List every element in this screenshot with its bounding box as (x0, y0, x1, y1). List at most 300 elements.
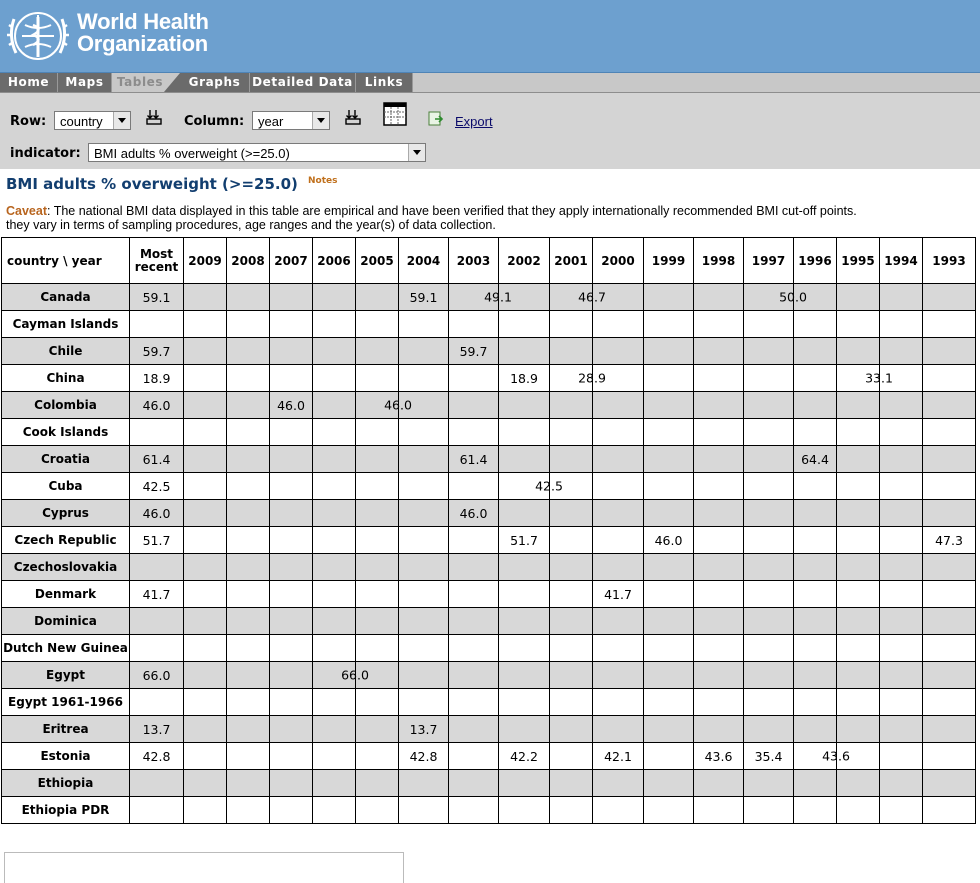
table-row (2, 311, 976, 338)
value-cell (923, 419, 976, 446)
value-label: 28.9 (578, 370, 606, 386)
year-header-1996[interactable]: 1996 (794, 238, 837, 284)
value-cell (399, 500, 449, 527)
value-cell (227, 554, 270, 581)
value-cell (880, 419, 923, 446)
country-cell[interactable]: Cook Islands (2, 419, 130, 446)
country-cell[interactable]: Egypt (2, 662, 130, 689)
value-cell (744, 365, 794, 392)
row-sort-icon[interactable] (145, 108, 163, 126)
value-cell (550, 311, 593, 338)
value-cell (837, 635, 880, 662)
value-cell (227, 473, 270, 500)
value-cell (270, 500, 313, 527)
value-cell (880, 635, 923, 662)
value-cell (399, 554, 449, 581)
table-row (2, 770, 976, 797)
value-cell: 13.7 (399, 716, 449, 743)
value-cell (449, 554, 499, 581)
row-label: Row: (10, 114, 47, 129)
value-cell (356, 716, 399, 743)
year-header-2000[interactable]: 2000 (593, 238, 644, 284)
country-cell[interactable]: Denmark (2, 581, 130, 608)
value-cell (837, 581, 880, 608)
footer-panel (4, 852, 404, 883)
value-label: 50.0 (779, 289, 807, 305)
country-cell[interactable]: Cyprus (2, 500, 130, 527)
row-select-value: country (60, 114, 103, 129)
table-row (2, 392, 976, 419)
value-cell (744, 419, 794, 446)
value-cell (794, 662, 837, 689)
value-cell (499, 689, 550, 716)
value-cell (184, 284, 227, 311)
caveat-line-1 (6, 204, 980, 218)
value-cell (923, 284, 976, 311)
value-cell (593, 554, 644, 581)
value-cell (694, 446, 744, 473)
value-cell (356, 365, 399, 392)
controls-panel (0, 93, 980, 169)
value-cell (880, 392, 923, 419)
most-recent-cell: 42.8 (130, 743, 184, 770)
country-cell[interactable]: Estonia (2, 743, 130, 770)
value-cell (837, 608, 880, 635)
most-recent-cell (130, 608, 184, 635)
value-label: 49.1 (484, 289, 512, 305)
value-cell (880, 311, 923, 338)
value-cell (499, 500, 550, 527)
indicator-select[interactable] (88, 143, 426, 162)
value-cell (923, 797, 976, 824)
value-cell (694, 689, 744, 716)
value-cell (794, 527, 837, 554)
value-cell (184, 581, 227, 608)
value-cell (694, 770, 744, 797)
value-cell (227, 608, 270, 635)
most-recent-cell: 46.0 (130, 392, 184, 419)
value-cell (449, 662, 499, 689)
value-cell (794, 554, 837, 581)
tab-home[interactable]: Home (0, 73, 58, 92)
year-header-2005[interactable]: 2005 (356, 238, 399, 284)
value-cell (499, 716, 550, 743)
year-header-2003[interactable]: 2003 (449, 238, 499, 284)
value-cell (449, 635, 499, 662)
value-cell (227, 365, 270, 392)
value-cell (923, 581, 976, 608)
value-cell (270, 446, 313, 473)
value-cell (356, 311, 399, 338)
tab-maps[interactable]: Maps (58, 73, 112, 92)
value-cell (313, 635, 356, 662)
value-cell (837, 689, 880, 716)
value-cell (880, 500, 923, 527)
value-cell (399, 770, 449, 797)
value-cell (694, 311, 744, 338)
table-row (2, 689, 976, 716)
value-cell (449, 284, 512, 311)
value-cell (399, 419, 449, 446)
caveat-label: Caveat (6, 204, 47, 218)
row-select[interactable] (54, 111, 131, 130)
value-cell (837, 311, 880, 338)
value-cell (837, 392, 880, 419)
value-cell (880, 797, 923, 824)
table-layout-icon[interactable] (383, 102, 407, 126)
value-cell (880, 716, 923, 743)
value-cell (184, 608, 227, 635)
value-cell (270, 662, 313, 689)
value-cell (184, 662, 227, 689)
value-cell: 61.4 (449, 446, 499, 473)
value-cell (837, 716, 880, 743)
value-cell (227, 392, 270, 419)
value-cell (184, 311, 227, 338)
value-cell (270, 311, 313, 338)
value-cell (499, 419, 550, 446)
most-recent-line-1: Most (139, 246, 174, 261)
value-cell (744, 716, 794, 743)
who-emblem-icon (6, 5, 70, 67)
value-cell (794, 743, 850, 770)
value-cell (227, 689, 270, 716)
country-cell[interactable]: Ethiopia (2, 770, 130, 797)
value-cell (744, 338, 794, 365)
value-cell (270, 743, 313, 770)
most-recent-cell (130, 554, 184, 581)
value-cell (399, 527, 449, 554)
value-cell (880, 662, 923, 689)
value-cell (837, 446, 880, 473)
country-cell[interactable]: Eritrea (2, 716, 130, 743)
year-header-2008[interactable]: 2008 (227, 238, 270, 284)
value-cell (499, 608, 550, 635)
value-cell (744, 689, 794, 716)
chevron-down-icon (312, 112, 329, 129)
value-cell (227, 500, 270, 527)
value-cell (744, 662, 794, 689)
value-cell (593, 419, 644, 446)
value-cell (837, 284, 880, 311)
value-cell (356, 581, 399, 608)
value-cell (499, 473, 563, 500)
value-cell (694, 797, 744, 824)
value-cell (184, 446, 227, 473)
value-cell (794, 608, 837, 635)
value-cell (744, 311, 794, 338)
value-cell (227, 716, 270, 743)
table-row (2, 419, 976, 446)
value-cell (399, 635, 449, 662)
value-cell (644, 365, 694, 392)
value-cell (644, 770, 694, 797)
value-cell (837, 797, 880, 824)
value-cell (593, 797, 644, 824)
country-cell[interactable]: Czech Republic (2, 527, 130, 554)
value-label: 46.7 (578, 289, 606, 305)
value-cell (550, 419, 593, 446)
country-cell[interactable]: Cuba (2, 473, 130, 500)
export-link[interactable]: Export (455, 114, 493, 129)
table-row (2, 446, 976, 473)
value-cell (227, 338, 270, 365)
value-cell (923, 338, 976, 365)
value-cell (449, 311, 499, 338)
value-cell (593, 446, 644, 473)
year-header-1997[interactable]: 1997 (744, 238, 794, 284)
value-cell (644, 662, 694, 689)
value-cell (923, 608, 976, 635)
value-cell (744, 500, 794, 527)
value-cell: 41.7 (593, 581, 644, 608)
value-cell (644, 797, 694, 824)
tab-links[interactable]: Links (356, 73, 413, 92)
value-cell (313, 554, 356, 581)
value-cell (644, 635, 694, 662)
value-cell (923, 716, 976, 743)
value-cell (270, 608, 313, 635)
value-cell (794, 797, 837, 824)
value-cell (923, 743, 976, 770)
value-cell (744, 392, 794, 419)
country-cell[interactable]: China (2, 365, 130, 392)
data-table (1, 237, 976, 824)
value-cell (744, 554, 794, 581)
value-cell (694, 284, 744, 311)
value-cell (923, 500, 976, 527)
indicator-label: indicator: (10, 146, 81, 161)
value-cell (550, 716, 593, 743)
country-cell[interactable]: Czechoslovakia (2, 554, 130, 581)
value-cell (550, 527, 593, 554)
value-cell (356, 554, 399, 581)
year-header-2009[interactable]: 2009 (184, 238, 227, 284)
value-cell (227, 662, 270, 689)
value-cell (550, 770, 593, 797)
value-cell (449, 419, 499, 446)
value-cell (270, 338, 313, 365)
value-cell (593, 392, 644, 419)
value-cell (593, 635, 644, 662)
value-cell (313, 608, 356, 635)
value-cell (356, 392, 412, 419)
value-cell (794, 770, 837, 797)
value-cell (744, 446, 794, 473)
value-cell: 51.7 (499, 527, 550, 554)
value-cell (227, 635, 270, 662)
value-cell (356, 635, 399, 662)
value-cell (227, 743, 270, 770)
value-cell (644, 743, 694, 770)
country-cell[interactable]: Canada (2, 284, 130, 311)
value-cell (313, 446, 356, 473)
value-cell: 46.0 (449, 500, 499, 527)
value-cell: 59.7 (449, 338, 499, 365)
value-cell (923, 473, 976, 500)
value-cell (550, 284, 606, 311)
year-header-1995[interactable]: 1995 (837, 238, 880, 284)
value-cell (794, 311, 837, 338)
value-cell (550, 338, 593, 365)
value-cell (499, 797, 550, 824)
value-cell (184, 716, 227, 743)
table-row (2, 662, 976, 689)
value-cell (227, 581, 270, 608)
value-cell: 43.6 (694, 743, 744, 770)
value-cell (313, 419, 356, 446)
value-cell (184, 338, 227, 365)
value-cell: 46.0 (270, 392, 313, 419)
most-recent-cell: 41.7 (130, 581, 184, 608)
value-cell (356, 338, 399, 365)
year-header-1994[interactable]: 1994 (880, 238, 923, 284)
chevron-down-icon (113, 112, 130, 129)
table-row (2, 797, 976, 824)
year-header-1993[interactable]: 1993 (923, 238, 976, 284)
value-cell (593, 608, 644, 635)
value-cell (794, 635, 837, 662)
value-cell (270, 716, 313, 743)
value-cell (227, 797, 270, 824)
value-label: 42.5 (535, 478, 563, 494)
value-cell (399, 473, 449, 500)
value-cell: 42.1 (593, 743, 644, 770)
value-cell (694, 338, 744, 365)
country-cell[interactable]: Egypt 1961-1966 (2, 689, 130, 716)
value-cell (399, 311, 449, 338)
value-cell (644, 338, 694, 365)
export-icon[interactable] (428, 111, 444, 127)
tab-detailed-data[interactable]: Detailed Data (250, 73, 356, 92)
value-cell (499, 446, 550, 473)
country-cell[interactable]: Dominica (2, 608, 130, 635)
value-cell (270, 770, 313, 797)
table-row (2, 581, 976, 608)
value-cell (744, 473, 794, 500)
table-row (2, 635, 976, 662)
value-cell: 42.8 (399, 743, 449, 770)
value-cell (313, 284, 356, 311)
value-cell (184, 797, 227, 824)
value-cell (449, 608, 499, 635)
notes-link[interactable]: Notes (308, 176, 338, 186)
most-recent-line-2: recent (134, 259, 179, 274)
table-row (2, 608, 976, 635)
value-cell (449, 581, 499, 608)
value-cell (794, 716, 837, 743)
year-header-2007[interactable]: 2007 (270, 238, 313, 284)
value-cell (399, 338, 449, 365)
value-cell (499, 392, 550, 419)
value-cell (270, 689, 313, 716)
value-cell (313, 716, 356, 743)
value-cell (744, 284, 807, 311)
value-cell (694, 554, 744, 581)
year-header-1999[interactable]: 1999 (644, 238, 694, 284)
column-select-value: year (258, 114, 284, 129)
most-recent-cell: 59.1 (130, 284, 184, 311)
year-header-2006[interactable]: 2006 (313, 238, 356, 284)
table-row (2, 365, 976, 392)
value-cell (227, 527, 270, 554)
value-cell (744, 608, 794, 635)
value-cell (744, 797, 794, 824)
value-cell: 46.0 (644, 527, 694, 554)
most-recent-header (130, 238, 184, 284)
brand-line-2: Organization (77, 31, 208, 56)
country-cell[interactable]: Cayman Islands (2, 311, 130, 338)
value-cell (449, 527, 499, 554)
column-select[interactable] (252, 111, 330, 130)
tab-tables[interactable]: Tables (112, 73, 168, 92)
value-cell (313, 500, 356, 527)
value-cell (923, 689, 976, 716)
corner-header: country \ year (2, 238, 130, 284)
value-cell (644, 581, 694, 608)
value-cell (593, 689, 644, 716)
country-cell[interactable]: Dutch New Guinea (2, 635, 130, 662)
value-cell (593, 662, 644, 689)
value-cell (499, 662, 550, 689)
value-cell (499, 554, 550, 581)
year-header-2002[interactable]: 2002 (499, 238, 550, 284)
value-cell (449, 716, 499, 743)
value-cell (550, 689, 593, 716)
value-label: 43.6 (822, 748, 850, 764)
column-sort-icon[interactable] (344, 108, 362, 126)
most-recent-cell (130, 311, 184, 338)
value-cell (313, 473, 356, 500)
country-cell[interactable]: Colombia (2, 392, 130, 419)
table-row (2, 500, 976, 527)
most-recent-cell (130, 770, 184, 797)
table-row (2, 473, 976, 500)
year-header-1998[interactable]: 1998 (694, 238, 744, 284)
country-cell[interactable]: Croatia (2, 446, 130, 473)
year-header-2004[interactable]: 2004 (399, 238, 449, 284)
value-cell (313, 689, 356, 716)
value-cell (837, 365, 893, 392)
value-cell (837, 554, 880, 581)
most-recent-cell (130, 797, 184, 824)
tab-graphs[interactable]: Graphs (180, 73, 250, 92)
value-cell (694, 635, 744, 662)
value-label: 66.0 (341, 667, 369, 683)
value-cell (399, 662, 449, 689)
value-cell (399, 446, 449, 473)
value-cell (880, 689, 923, 716)
value-cell (184, 365, 227, 392)
value-cell (184, 689, 227, 716)
value-cell (270, 365, 313, 392)
indicator-select-value: BMI adults % overweight (>=25.0) (94, 146, 290, 161)
value-cell (644, 473, 694, 500)
value-cell (644, 311, 694, 338)
value-cell (550, 662, 593, 689)
value-cell (923, 446, 976, 473)
value-cell (694, 392, 744, 419)
value-cell (550, 743, 593, 770)
country-cell[interactable]: Ethiopia PDR (2, 797, 130, 824)
header-banner (0, 0, 980, 73)
value-cell (794, 419, 837, 446)
country-cell[interactable]: Chile (2, 338, 130, 365)
value-cell (313, 743, 356, 770)
value-cell (550, 581, 593, 608)
value-cell (499, 635, 550, 662)
year-header-2001[interactable]: 2001 (550, 238, 593, 284)
